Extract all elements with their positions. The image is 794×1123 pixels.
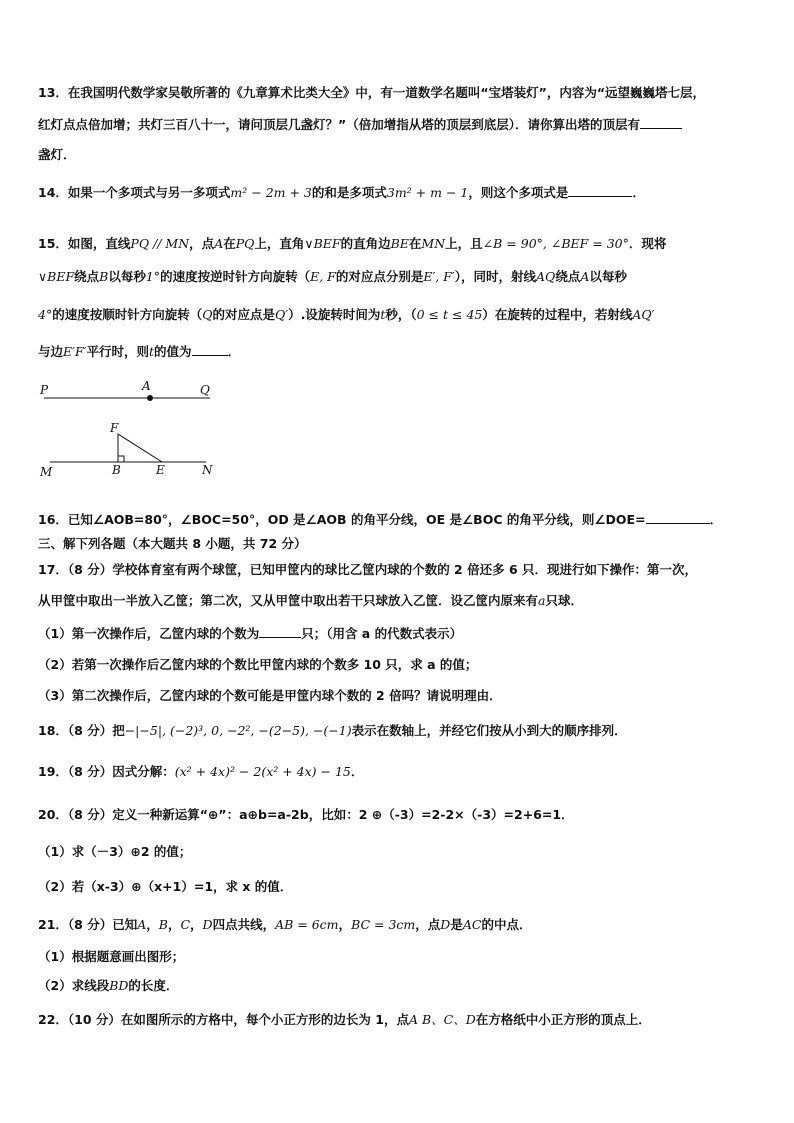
- q15-m: AQ′: [632, 307, 655, 322]
- triangle-bef: [118, 434, 162, 462]
- q13-text1: 13．在我国明代数学家吴敬所著的《九章算术比类大全》中，有一道数学名题叫“宝塔装灯”，内容为“远望巍巍塔七层，: [38, 85, 706, 100]
- q15-m: ∨BEF: [304, 236, 341, 251]
- label-a: A: [142, 379, 151, 393]
- q21-t: ，: [167, 917, 181, 932]
- q14-post: ，则这个多项式是: [468, 185, 569, 200]
- label-e: E: [156, 463, 165, 477]
- q13-text2: 红灯点点倍加增；共灯三百八十一，请问顶层几盏灯？”（倍加增指从塔的顶层到底层）．请你算出塔的顶层有: [38, 117, 640, 132]
- q17-p3: （3）第二次操作后，乙筐内球的个数可能是甲筐内球个数的 2 倍吗？请说明理由．: [38, 688, 502, 703]
- q15-m: B: [99, 269, 109, 284]
- q22-line: [38, 1011, 764, 1029]
- q21-m: AB = 6cm: [275, 917, 339, 932]
- q15-m: PQ: [235, 236, 255, 251]
- q14-answer-blank[interactable]: [568, 183, 632, 197]
- q15-t: 上，且: [445, 236, 483, 251]
- q17-p1a: （1）第一次操作后，乙筐内球的个数为: [38, 626, 260, 641]
- q21-p2c: 的长度．: [128, 978, 179, 993]
- q21-t: 的中点．: [481, 917, 532, 932]
- q14-mid: 的和是多项式: [311, 185, 387, 200]
- q15-m: ∠B = 90°, ∠BEF = 30°: [482, 236, 629, 251]
- q15-m: E′F′: [63, 344, 87, 359]
- q15-m: t: [380, 307, 386, 322]
- q15-t: ．现将: [628, 236, 667, 251]
- q21-p2b: BD: [109, 978, 129, 993]
- q13-text3: 盏灯．: [38, 147, 76, 162]
- q15-t: 在: [408, 236, 422, 251]
- q13-line3: [38, 146, 764, 164]
- q15-m: ∨BEF: [38, 269, 75, 284]
- q19-expr: (x² + 4x)² − 2(x² + 4x) − 15: [174, 764, 351, 779]
- q15-t: ．: [227, 344, 241, 359]
- section3-heading: [38, 535, 764, 553]
- q17-text2a: 从甲筐中取出一半放入乙筐；第二次，又从甲筐中取出若干只球放入乙筐．设乙筐内原来有: [38, 593, 539, 608]
- q17-p2: （2）若第一次操作后乙筐内球的个数比甲筐内球的个数多 10 只，求 a 的值；: [38, 657, 478, 672]
- q15-t: 在: [223, 236, 236, 251]
- q16-end: ．: [709, 512, 723, 527]
- q13-line1: [38, 84, 764, 102]
- q15-m: BE: [390, 236, 409, 251]
- q15-t: ，点: [189, 236, 215, 251]
- q22-post: 在方格纸中小正方形的顶点上．: [475, 1012, 651, 1027]
- q18-pre: 18．（8 分）把: [38, 723, 125, 738]
- q13-answer-blank[interactable]: [640, 115, 682, 129]
- label-n: N: [202, 463, 213, 477]
- q18-expr: −|−5|, (−2)³, 0, −2², −(2−5), −(−1): [124, 723, 352, 738]
- q20-text: 20．（8 分）定义一种新运算“⊕”：a⊕b=a-2b，比如：2 ⊕（-3）=2-2×（-3）=2+6=1．: [38, 807, 574, 822]
- q21-part2: [38, 977, 764, 995]
- q22-pre: 22．（10 分）在如图所示的方格中，每个小正方形的边长为 1，点: [38, 1012, 409, 1027]
- q15-m: 0 ≤ t ≤ 45: [416, 307, 483, 322]
- q15-t: 的速度按逆时针方向旋转（: [160, 269, 311, 284]
- q15-m: t: [149, 344, 155, 359]
- q15-t: 秒，（: [385, 307, 417, 322]
- q21-t: ，: [146, 917, 159, 932]
- q21-m: D: [202, 917, 213, 932]
- q17-text2c: 只球．: [545, 593, 583, 608]
- q15-m: 1°: [145, 269, 161, 284]
- q17-text1: 17．（8 分）学校体育室有两个球筐，已知甲筐内的球比乙筐内球的个数的 2 倍还多 6 只．现进行如下操作：第一次，: [38, 562, 697, 577]
- q14-expr2: 3m² + m − 1: [386, 185, 469, 200]
- q14-end: ．: [632, 185, 645, 200]
- q17-line1: [38, 561, 764, 579]
- q15-t: 以每秒: [108, 269, 146, 284]
- label-p: P: [40, 383, 49, 397]
- point-a-dot: [147, 395, 153, 401]
- q19-pre: 19．（8 分）因式分解：: [38, 764, 175, 779]
- q15-m: A: [214, 236, 224, 251]
- q15-m: PQ // MN: [130, 236, 190, 251]
- q15-line2: [38, 268, 764, 286]
- q15-m: Q′: [274, 307, 289, 322]
- q15-t: 的值为: [154, 344, 192, 359]
- q17-part1: [38, 624, 764, 643]
- q19-post: ．: [350, 764, 364, 779]
- q21-t: ，: [338, 917, 352, 932]
- q21-t: 是: [450, 917, 463, 932]
- q15-m: AQ: [536, 269, 556, 284]
- right-angle-mark: [118, 456, 124, 462]
- q15-t: ）在旋转的过程中，若射线: [482, 307, 633, 322]
- q14-pre: 14．如果一个多项式与另一多项式: [38, 185, 231, 200]
- q20-p1: （1）求（－3）⊕2 的值；: [38, 844, 192, 859]
- label-b: B: [112, 463, 121, 477]
- q15-t: 的速度按顺时针方向旋转（: [52, 307, 203, 322]
- q17-part3: [38, 687, 764, 705]
- q19-line: [38, 763, 764, 781]
- label-m: M: [40, 465, 53, 479]
- q15-t: ），同时，射线: [454, 269, 537, 284]
- q21-m: C: [180, 917, 191, 932]
- q15-t: 与边: [38, 344, 64, 359]
- q21-m: AC: [462, 917, 482, 932]
- q15-m: MN: [421, 236, 446, 251]
- q21-m: D: [440, 917, 451, 932]
- q15-t: 的直角边: [340, 236, 391, 251]
- q15-answer-blank[interactable]: [192, 342, 228, 356]
- q15-t: 平行时，则: [86, 344, 150, 359]
- q18-line: [38, 722, 764, 740]
- q17-part2: [38, 656, 764, 674]
- q14-line: [38, 183, 764, 202]
- q13-line2: [38, 115, 764, 134]
- q15-t: 的对应点分别是: [335, 269, 424, 284]
- q14-expr1: m² − 2m + 3: [230, 185, 312, 200]
- q15-m: E′, F′: [423, 269, 455, 284]
- q15-m: Q: [202, 307, 213, 322]
- q21-p2a: （2）求线段: [38, 978, 110, 993]
- q18-post: 表示在数轴上，并经它们按从小到大的顺序排列．: [351, 723, 627, 738]
- q15-t: 以每秒: [589, 269, 627, 284]
- q21-t: ，: [190, 917, 203, 932]
- q20-p2: （2）若（x-3）⊕（x+1）=1，求 x 的值．: [38, 879, 293, 894]
- q15-m: 4°: [38, 307, 53, 322]
- q21-m: BC = 3cm: [351, 917, 416, 932]
- q21-line1: [38, 916, 764, 934]
- label-f: F: [110, 421, 119, 435]
- q21-m: B: [158, 917, 168, 932]
- label-q: Q: [200, 383, 210, 397]
- q16-text: 16．已知∠AOB=80°，∠BOC=50°，OD 是∠AOB 的角平分线，OE 是∠BOC 的角平分线，则∠DOE=: [38, 512, 646, 527]
- q15-m: A: [580, 269, 590, 284]
- section3-text: 三、解下列各题（本大题共 8 小题，共 72 分）: [38, 536, 307, 551]
- q15-t: ）.设旋转时间为: [288, 307, 381, 322]
- q15-m: E, F: [310, 269, 336, 284]
- q15-line1: [38, 235, 764, 253]
- q15-line3: [38, 306, 764, 324]
- q15-line4: [38, 342, 764, 361]
- q15-t: 绕点: [74, 269, 100, 284]
- q20-line1: [38, 806, 764, 824]
- q17-var-a: a: [538, 593, 546, 608]
- q15-t: 的对应点是: [212, 307, 275, 322]
- q15-t: 绕点: [555, 269, 581, 284]
- q16-line: [38, 510, 764, 529]
- q22-points: A B、C、D: [408, 1012, 476, 1027]
- q15-t: 上，直角: [254, 236, 305, 251]
- q21-part1: [38, 948, 764, 966]
- q16-answer-blank[interactable]: [646, 510, 710, 524]
- q21-t: 21．（8 分）已知: [38, 917, 138, 932]
- q17-answer-blank[interactable]: [259, 624, 301, 638]
- q17-line2: [38, 592, 764, 610]
- q15-t: 15．如图，直线: [38, 236, 131, 251]
- q21-t: ，点: [415, 917, 441, 932]
- q20-part2: [38, 878, 764, 896]
- q17-p1b: 只；（用含 a 的代数式表示）: [301, 626, 463, 641]
- q21-t: 四点共线，: [212, 917, 276, 932]
- q15-figure: [34, 374, 234, 484]
- q20-part1: [38, 843, 764, 861]
- q21-m: A: [137, 917, 147, 932]
- q21-p1: （1）根据题意画出图形；: [38, 949, 185, 964]
